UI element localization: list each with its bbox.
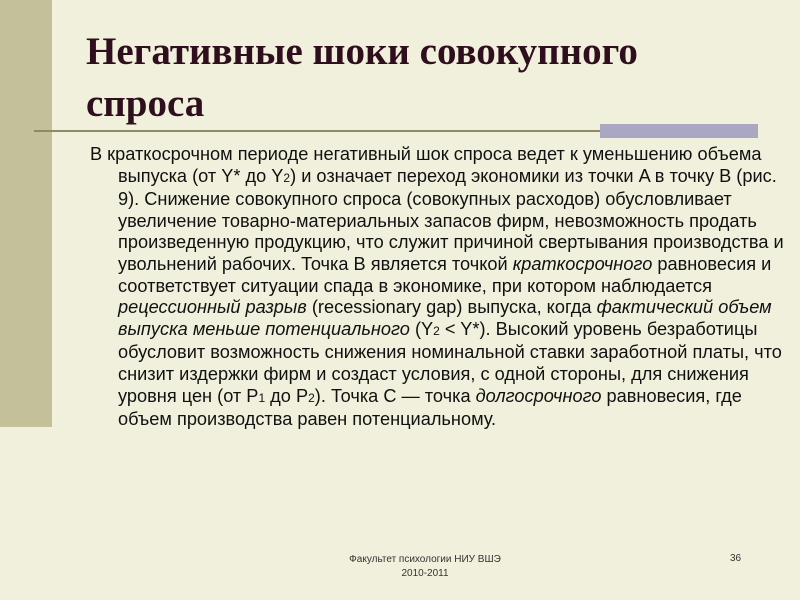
text-segment: ) и означает переход экономики из точки A в точку B (рис. 9). Снижение совокупного спроса (совокупных расходов) обусловливает увеличение товарно-материальных запасов фирм, невозможность продать произведенную продукцию, что служит причиной свертывания производства и увольнений рабочих. Точка B является точкой: [118, 165, 784, 274]
subscript: 1: [258, 390, 266, 405]
page-number: 36: [730, 553, 742, 564]
footer: [320, 553, 530, 581]
text-segment: равновесия и соответствует ситуации спада в экономике, при котором наблюдается: [118, 253, 772, 296]
footer-institution: Факультет психологии НИУ ВШЭ: [349, 554, 501, 565]
emphasis-recessionary-gap: рецессионный разрыв: [118, 297, 307, 318]
emphasis-less-than-potential: меньше потенциального: [192, 318, 410, 339]
text-segment: (recessionary gap) выпуска, когда: [306, 297, 597, 318]
footer-years: 2010-2011: [401, 568, 449, 579]
emphasis-actual-output: фактический объем выпуска: [118, 297, 772, 339]
emphasis-short-run: краткосрочного: [512, 253, 653, 274]
text-segment: до P: [265, 385, 309, 406]
subscript: 2: [433, 323, 440, 338]
subscript: 2: [308, 390, 315, 405]
text-segment: < Y*). Высокий уровень безработицы обусловит возможность снижения номинальной ставки заработной платы, что снизит издержки фирм и создаст условия, с одной стороны, для снижения уровня цен (от P: [118, 318, 782, 406]
text-segment: равновесия, где объем производства равен потенциальному.: [118, 385, 742, 430]
text-segment: (Y: [409, 318, 434, 339]
emphasis-long-run: долгосрочного: [475, 385, 602, 406]
title-divider: [34, 130, 600, 132]
title-accent-block: [600, 124, 758, 138]
text-segment: ). Точка C — точка: [314, 385, 476, 406]
left-decorative-bar: [0, 0, 52, 427]
text-segment: В краткосрочном периоде негативный шок спроса ведет к уменьшению объема выпуска (от Y* до Y: [90, 144, 762, 186]
subscript: 2: [283, 170, 291, 185]
body-paragraph: [90, 144, 788, 431]
slide-title: Негативные шоки совокупного спроса: [86, 30, 638, 125]
